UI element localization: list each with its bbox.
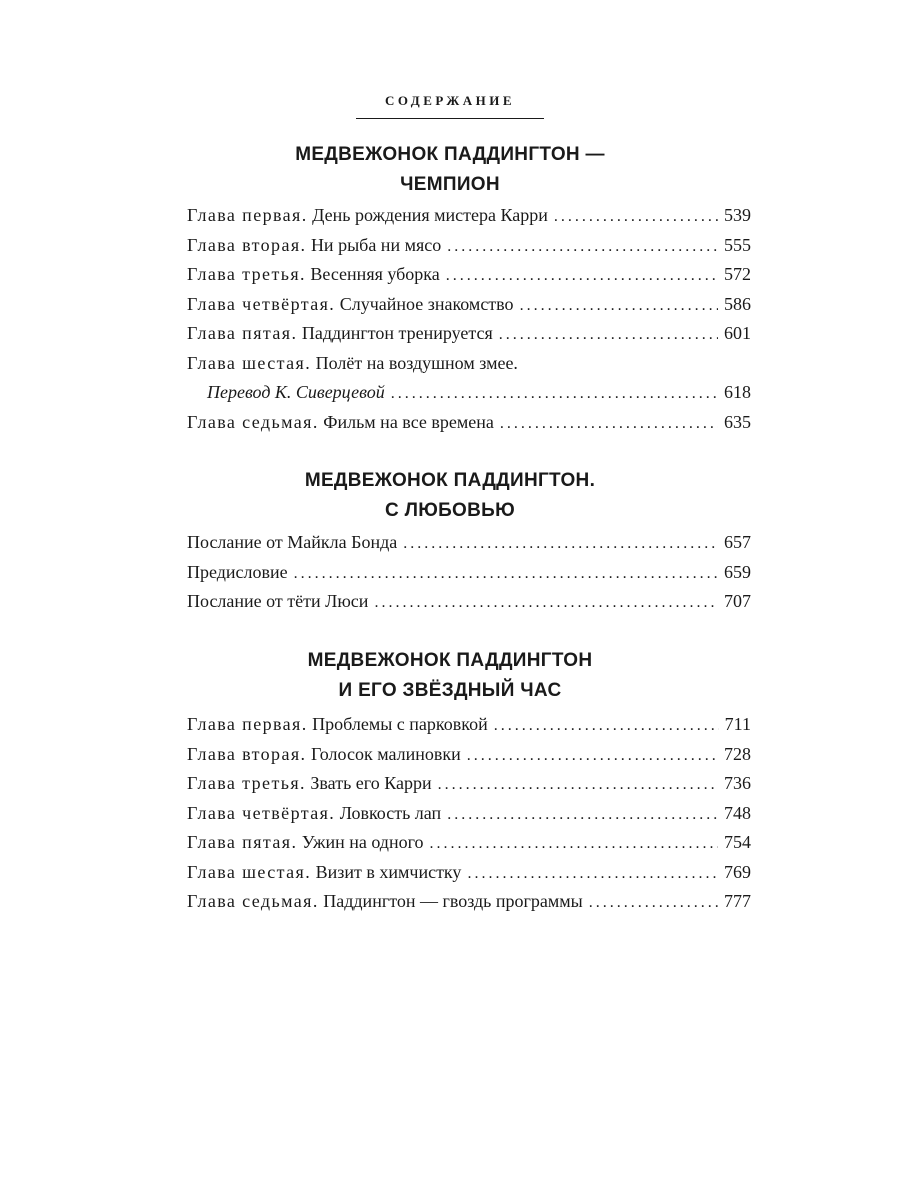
chapter-number: Глава шестая. [187, 352, 312, 373]
running-head-rule [356, 118, 544, 119]
page-number: 728 [724, 743, 751, 764]
section-title [0, 466, 900, 526]
chapter-title: Паддингтон — гвоздь программы [323, 891, 583, 911]
page-number: 748 [724, 802, 751, 823]
leader-dots [589, 888, 718, 918]
chapter-number: Глава первая. [187, 205, 308, 225]
chapter-number: Глава седьмая. [187, 891, 319, 911]
leader-dots [438, 770, 718, 800]
chapter-title: Ужин на одного [301, 832, 424, 852]
toc-entry[interactable] [187, 858, 751, 888]
page-number: 657 [724, 532, 751, 552]
page-number: 777 [724, 891, 751, 911]
chapter-number: Глава третья. [187, 773, 306, 793]
chapter-title: Звать его Карри [310, 773, 432, 793]
toc-entry[interactable] [187, 290, 751, 320]
leader-dots [520, 291, 718, 321]
toc-entry[interactable] [187, 349, 751, 379]
chapter-number: Глава третья. [187, 264, 306, 284]
section-title-line: МЕДВЕЖОНОК ПАДДИНГТОН. [304, 470, 596, 491]
leader-dots [499, 320, 718, 350]
page-number: 711 [724, 714, 751, 734]
toc-entry[interactable] [187, 528, 751, 558]
page-number: 754 [724, 832, 751, 852]
chapter-number: Глава пятая. [187, 832, 298, 852]
leader-dots [494, 711, 719, 741]
chapter-title: Предисловие [187, 561, 288, 582]
toc-list [187, 528, 751, 617]
leader-dots [447, 800, 718, 830]
chapter-title: Фильм на все времена [323, 411, 494, 432]
toc-list [187, 201, 751, 437]
chapter-title: Визит в химчистку [315, 861, 462, 882]
section-title-line: И ЕГО ЗВЁЗДНЫЙ ЧАС [338, 680, 562, 701]
page-number: 659 [724, 561, 751, 582]
section-title-line: МЕДВЕЖОНОК ПАДДИНГТОН — [295, 144, 605, 165]
leader-dots [430, 829, 718, 859]
toc-entry[interactable] [187, 587, 751, 617]
chapter-number: Глава шестая. [187, 861, 312, 882]
chapter-number: Глава первая. [187, 714, 308, 734]
toc-entry[interactable] [187, 408, 751, 438]
section-title-line: ЧЕМПИОН [400, 174, 500, 195]
toc-entry[interactable] [187, 740, 751, 770]
leader-dots [403, 529, 718, 559]
leader-dots [467, 741, 718, 771]
page-number: 555 [724, 234, 751, 255]
page-number: 707 [724, 591, 751, 611]
toc-entry[interactable] [187, 710, 751, 740]
toc-entry-continuation[interactable] [187, 378, 751, 408]
toc-entry[interactable] [187, 887, 751, 917]
leader-dots [446, 261, 718, 291]
chapter-number: Глава вторая. [187, 234, 307, 255]
leader-dots [554, 202, 718, 232]
chapter-title: Послание от тёти Люси [187, 591, 369, 611]
chapter-number: Глава пятая. [187, 323, 298, 343]
section-title [0, 646, 900, 706]
section-title-line: С ЛЮБОВЬЮ [384, 500, 516, 521]
chapter-title: Паддингтон тренируется [301, 323, 493, 343]
toc-entry[interactable] [187, 769, 751, 799]
chapter-number: Глава четвёртая. [187, 293, 336, 314]
leader-dots [391, 379, 718, 409]
chapter-title: День рождения мистера Карри [312, 205, 548, 225]
chapter-number: Глава седьмая. [187, 411, 319, 432]
leader-dots [500, 409, 718, 439]
chapter-title: Случайное знакомство [339, 293, 514, 314]
toc-entry[interactable] [187, 558, 751, 588]
leader-dots [447, 232, 718, 262]
chapter-title: Ловкость лап [339, 802, 442, 823]
translator-credit: Перевод К. Сиверцевой [207, 382, 385, 402]
page-number: 586 [724, 293, 751, 314]
toc-entry[interactable] [187, 799, 751, 829]
page-number: 635 [724, 411, 751, 432]
page-number: 601 [724, 323, 751, 343]
toc-entry[interactable] [187, 828, 751, 858]
toc-list [187, 710, 751, 917]
chapter-title: Весенняя уборка [310, 264, 440, 284]
chapter-title: Голосок малиновки [310, 743, 461, 764]
page-number: 736 [724, 773, 751, 793]
section-title-line: МЕДВЕЖОНОК ПАДДИНГТОН [307, 650, 593, 671]
page-number: 539 [724, 205, 751, 225]
chapter-title: Послание от Майкла Бонда [187, 532, 398, 552]
leader-dots [294, 559, 718, 589]
chapter-title: Ни рыба ни мясо [310, 234, 442, 255]
toc-entry[interactable] [187, 319, 751, 349]
chapter-number: Глава четвёртая. [187, 802, 336, 823]
toc-entry[interactable] [187, 260, 751, 290]
section-title [0, 140, 900, 200]
running-head: СОДЕРЖАНИЕ [384, 93, 516, 108]
page-number: 618 [724, 382, 751, 402]
page-number: 572 [724, 264, 751, 284]
leader-dots [467, 859, 718, 889]
chapter-title: Проблемы с парковкой [312, 714, 488, 734]
toc-entry[interactable] [187, 231, 751, 261]
page-number: 769 [724, 861, 751, 882]
chapter-title: Полёт на воздушном змее. [315, 352, 518, 373]
leader-dots [374, 588, 718, 618]
chapter-number: Глава вторая. [187, 743, 307, 764]
toc-entry[interactable] [187, 201, 751, 231]
